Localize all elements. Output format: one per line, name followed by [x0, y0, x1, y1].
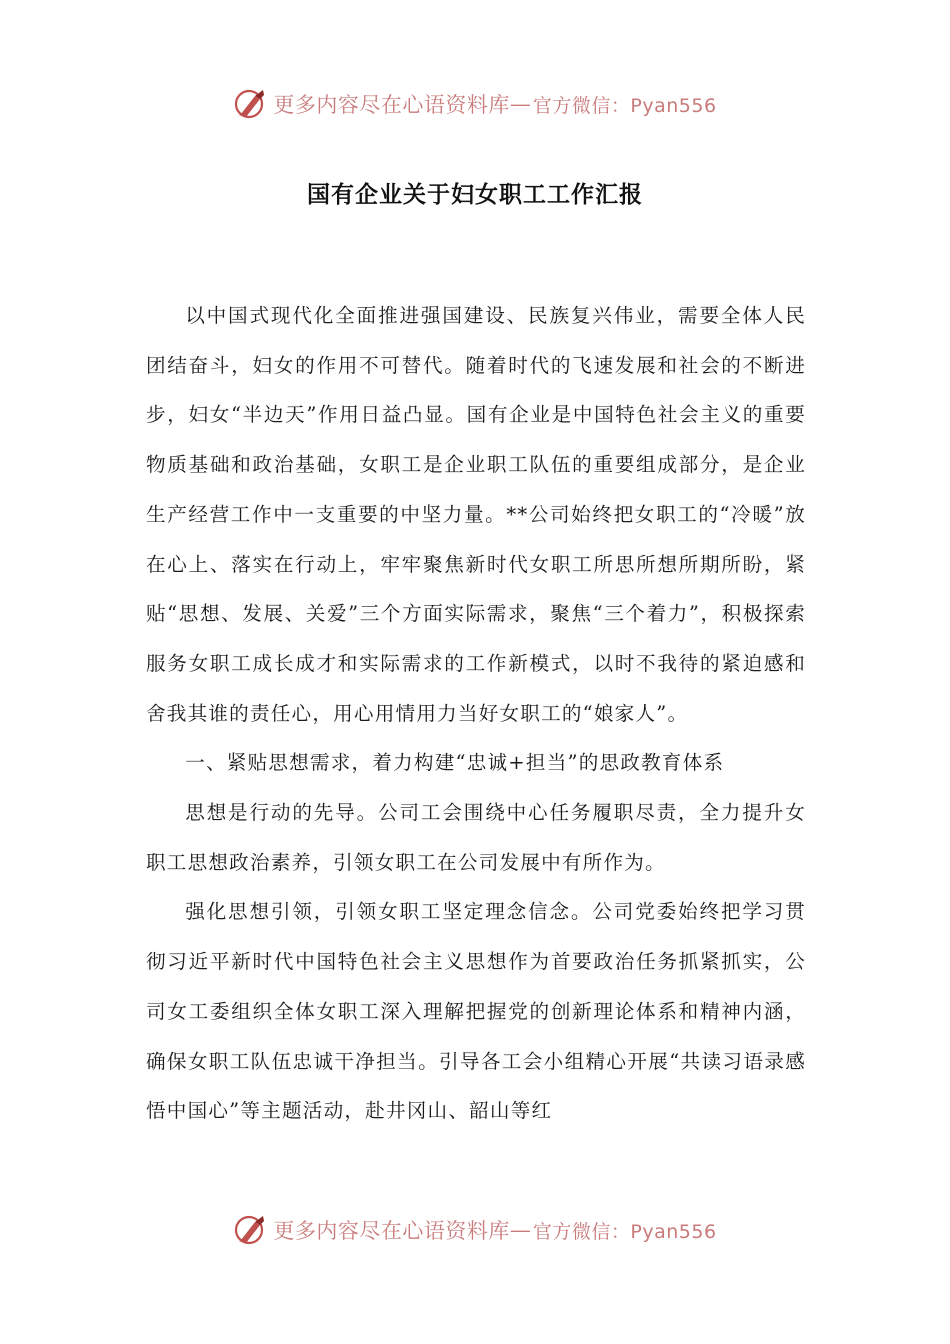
- paragraph-section-1-detail: 强化思想引领，引领女职工坚定理念信念。公司党委始终把学习贯彻习近平新时代中国特色社会主义思想作为首要政治任务抓紧抓实，公司女工委组织全体女职工深入理解把握党的创新理论体系和精神内涵，确保女职工队伍忠诚干净担当。引导各工会小组精心开展“共读习语录感悟中国心”等主题活动，赴井冈山、韶山等红: [146, 900, 806, 1123]
- banner-text: 更多内容尽在心语资料库: [273, 93, 510, 117]
- document-body: [146, 291, 806, 1136]
- pen-nib-logo-icon: [233, 1212, 269, 1248]
- banner-separator: —: [509, 1218, 531, 1242]
- paragraph-section-1-lead: 思想是行动的先导。公司工会围绕中心任务履职尽责，全力提升女职工思想政治素养，引领女职工在公司发展中有所作为。: [146, 801, 806, 874]
- banner-separator: —: [509, 92, 531, 116]
- document-title: 国有企业关于妇女职工工作汇报: [307, 182, 643, 208]
- section-heading-1: 一、紧贴思想需求，着力构建“忠诚+担当”的思政教育体系: [185, 751, 725, 775]
- banner-text: 更多内容尽在心语资料库: [273, 1219, 510, 1243]
- footer-watermark-banner: [0, 1210, 950, 1250]
- banner-contact: 官方微信：Pyan556: [532, 1220, 717, 1243]
- banner-contact: 官方微信：Pyan556: [532, 94, 717, 117]
- header-watermark-banner: [0, 84, 950, 124]
- pen-nib-logo-icon: [233, 86, 269, 122]
- paragraph-intro: 以中国式现代化全面推进强国建设、民族复兴伟业，需要全体人民团结奋斗，妇女的作用不可替代。随着时代的飞速发展和社会的不断进步，妇女“半边天”作用日益凸显。国有企业是中国特色社会主义的重要物质基础和政治基础，女职工是企业职工队伍的重要组成部分，是企业生产经营工作中一支重要的中坚力量。**公司始终把女职工的“冷暖”放在心上、落实在行动上，牢牢聚焦新时代女职工所思所想所期所盼，紧贴“思想、发展、关爱”三个方面实际需求，聚焦“三个着力”，积极探索服务女职工成长成才和实际需求的工作新模式，以时不我待的紧迫感和舍我其谁的责任心，用心用情用力当好女职工的“娘家人”。: [146, 304, 806, 725]
